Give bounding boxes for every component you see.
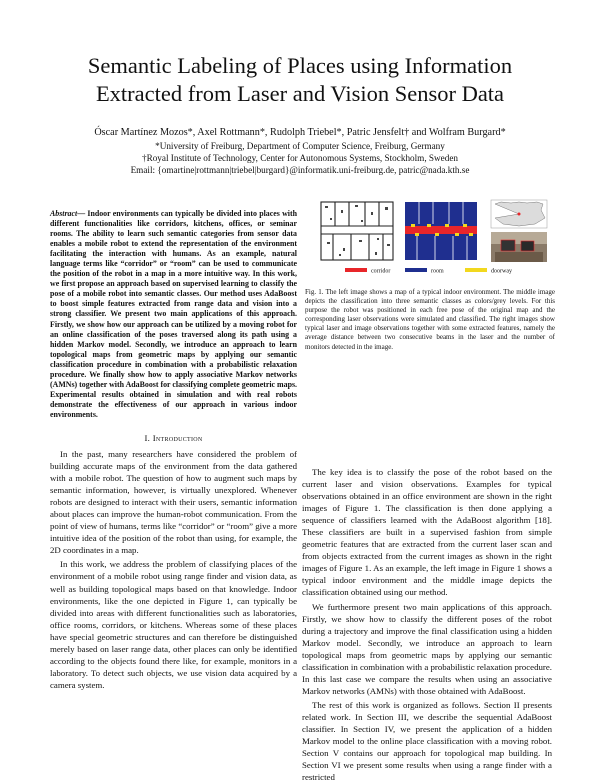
affiliations: [40, 140, 560, 177]
section-number: I.: [144, 432, 151, 443]
author-list: Óscar Martínez Mozos*, Axel Rottmann*, Rudolph Triebel*, Patric Jensfelt† and Wolfram Burgard*: [94, 127, 506, 138]
laser-observation-image: [491, 200, 547, 228]
author-emails: Email: {omartine|rottmann|triebel|burgard}@informatik.uni-freiburg.de, patric@nada.kth.se: [130, 165, 470, 176]
paragraph: We furthermore present two main applications of this approach. Firstly, we show how to classify the different poses of the robot during a trajectory and improve the final classification using a hidden Markov model. Secondly, we introduce an approach to learn topological maps from geometric maps by applying our semantic classification in combination with a probabilistic relaxation procedure. In this last case we compare the results when using an associative Markov networks (AMNs) with those obtained with AdaBoost.: [302, 601, 553, 696]
section-heading-introduction: [50, 433, 297, 443]
paragraph: In the past, many researchers have considered the problem of building accurate maps of the environment from the data gathered with a mobile robot. The question of how to augment such maps by semantic information, however, is virtually unexplored. Whenever robots are designed to interact with their users, semantic information about places can improve the human-robot communication. From the point of view of humans, terms like “corridor” or “room” give a more intuitive idea of the position of the robot than using, for example, the 2D coordinates in a map.: [50, 448, 297, 556]
abstract: [50, 209, 297, 420]
figure-1: [305, 196, 555, 286]
legend-swatch-doorway: [465, 268, 487, 272]
room-region: [405, 234, 477, 260]
paragraph: The rest of this work is organized as follows. Section II presents related work. In Section III, we describe the sequential AdaBoost classifier. In Section IV, we present the application of a hidden Markov model to the online place classification with a moving robot. Section V contains our approach for topological map building. In Section VI we present some results when using a range finder with a restricted: [302, 699, 552, 783]
figure-legend: [345, 268, 512, 275]
right-column: [302, 466, 552, 783]
legend-label-corridor: corridor: [371, 268, 391, 275]
corridor-region: [405, 226, 477, 234]
title-line-1: Semantic Labeling of Places using Information: [87, 53, 513, 78]
paper-title: [40, 52, 560, 108]
figure-1-caption: Fig. 1. The left image shows a map of a typical indoor environment. The middle image depicts the classification into three semantic classes as colors/grey levels. For this purpose the robot was positioned in each free pose of the original map and the corresponding laser observations were simulated and classified. The right images show typical laser and image observations together with some extracted features, namely the average distance between two consecutive beams in the laser and the number of monitors detected in the image.: [305, 288, 555, 351]
section-title: Introduction: [152, 432, 203, 443]
room-region: [405, 202, 477, 226]
classification-map-image: [403, 200, 479, 262]
title-line-2: Extracted from Laser and Vision Sensor Data: [95, 81, 505, 106]
left-column: [50, 209, 297, 691]
affiliation-freiburg: *University of Freiburg, Department of Computer Science, Freiburg, Germany: [155, 141, 445, 151]
occupancy-map-image: [319, 200, 395, 262]
affiliation-kth: †Royal Institute of Technology, Center for Autonomous Systems, Stockholm, Sweden: [141, 153, 459, 164]
abstract-text: — Indoor environments can typically be divided into places with different functionalities like corridors, kitchens, offices, or seminar rooms. The ability to learn such semantic categories from sensor data enables a mobile robot to extend the representation of the environment facilitating the interaction with humans. As an example, natural language terms like “corridor” or “room” can be used to communicate the position of the robot in a map in a more intuitive way. In this work, we first propose an approach based on supervised learning to classify the pose of a mobile robot into semantic classes. Our method uses AdaBoost to boost simple features extracted from range data and vision into a strong classifier. We present two main applications of this approach. Firstly, we show how our approach can be utilized by a moving robot for an online classification of the poses traversed along its path using a hidden Markov model. Secondly, we introduce an approach to learn topological maps from geometric maps by applying our semantic classification procedure in combination with a probabilistic relaxation procedure. We finally show how to apply associative Markov networks (AMNs) together with AdaBoost for classifying complete geometric maps. Experimental results obtained in simulation and with real robots demonstrate the effectiveness of our approach in various indoor environments.: [50, 209, 297, 419]
legend-swatch-room: [405, 268, 427, 272]
paragraph: In this work, we address the problem of classifying places of the environment of a mobile robot using range finder and vision data, as well as building topological maps based on that knowledge. Indoor environments, like the one depicted in Figure 1, can typically be divided into areas with different functionalities such as laboratories, office rooms, corridors, or kitchens. Whereas some of these places have special geometric structures and can therefore be distinguished merely based on laser range data, other places can only be identified according to the objects found there like, for example, monitors in a laboratory. To detect such objects, we use vision data acquired by a camera system.: [50, 559, 297, 690]
legend-label-room: room: [431, 268, 444, 275]
intro-body-left: [50, 448, 297, 691]
legend-swatch-corridor: [345, 268, 367, 272]
abstract-label: Abstract: [50, 209, 78, 218]
paragraph: The key idea is to classify the pose of the robot based on the current laser and vision observations. Examples for typical observations obtained in an office environment are shown in the right images of Figure 1. The classification is then done applying a sequence of classifiers learned with the AdaBoost algorithm [18]. These classifiers are built in a supervised fashion from simple geometric features that are extracted from the current laser scan and from objects extracted from the current images as shown in the right images of Figure 1. As an example, the left image in Figure 1 shows a typical indoor environment and the middle image depicts the classification obtained using our method.: [302, 467, 552, 598]
legend-label-doorway: doorway: [491, 268, 512, 275]
camera-observation-image: [491, 232, 547, 262]
figure-1-images: [305, 196, 555, 276]
